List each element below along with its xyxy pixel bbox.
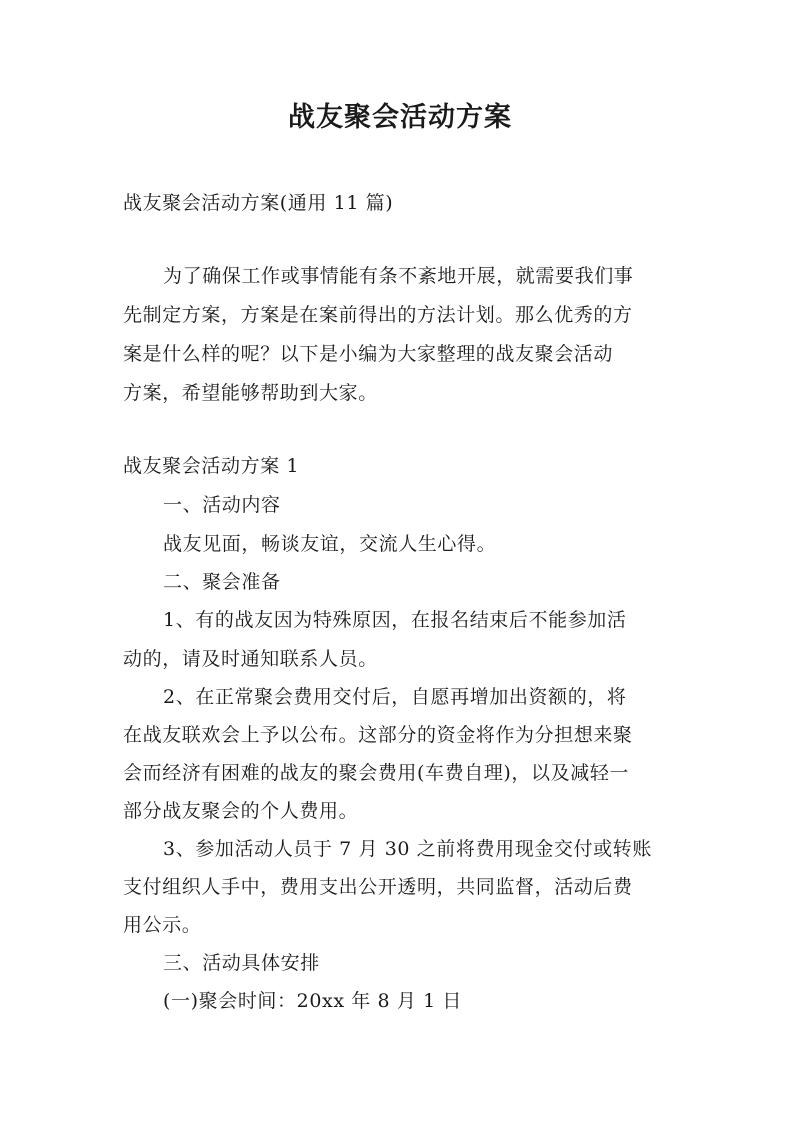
document-subtitle: 战友聚会活动方案(通用 11 篇) bbox=[123, 192, 394, 214]
intro-line-4: 方案，希望能够帮助到大家。 bbox=[123, 382, 378, 404]
item1-line-2: 动的，请及时通知联系人员。 bbox=[123, 648, 378, 670]
activity-content-text: 战友见面，畅谈友谊，交流人生心得。 bbox=[163, 533, 497, 555]
section-heading: 战友聚会活动方案 1 bbox=[123, 455, 300, 477]
intro-line-3: 案是什么样的呢？以下是小编为大家整理的战友聚会活动 bbox=[123, 343, 614, 365]
heading-schedule: 三、活动具体安排 bbox=[163, 952, 320, 974]
heading-activity-content: 一、活动内容 bbox=[163, 494, 281, 516]
intro-line-1: 为了确保工作或事情能有条不紊地开展，就需要我们事 bbox=[163, 265, 634, 287]
heading-preparation: 二、聚会准备 bbox=[163, 571, 281, 593]
item3-line-3: 用公示。 bbox=[123, 914, 202, 936]
item2-line-3: 会而经济有困难的战友的聚会费用(车费自理)，以及减轻一 bbox=[123, 762, 630, 784]
intro-line-2: 先制定方案，方案是在案前得出的方法计划。那么优秀的方 bbox=[123, 304, 633, 326]
item2-line-4: 部分战友聚会的个人费用。 bbox=[123, 800, 359, 822]
item2-line-2: 在战友联欢会上予以公布。这部分的资金将作为分担想来聚 bbox=[123, 724, 633, 746]
item3-line-1: 3、参加活动人员于 7 月 30 之前将费用现金交付或转账 bbox=[163, 838, 652, 860]
document-title: 战友聚会活动方案 bbox=[288, 102, 512, 133]
item1-line-1: 1、有的战友因为特殊原因，在报名结束后不能参加活 bbox=[163, 609, 627, 631]
item3-line-2: 支付组织人手中，费用支出公开透明，共同监督，活动后费 bbox=[123, 876, 633, 898]
meeting-time-line: (一)聚会时间：20xx 年 8 月 1 日 bbox=[163, 990, 463, 1012]
item2-line-1: 2、在正常聚会费用交付后，自愿再增加出资额的，将 bbox=[163, 686, 627, 708]
